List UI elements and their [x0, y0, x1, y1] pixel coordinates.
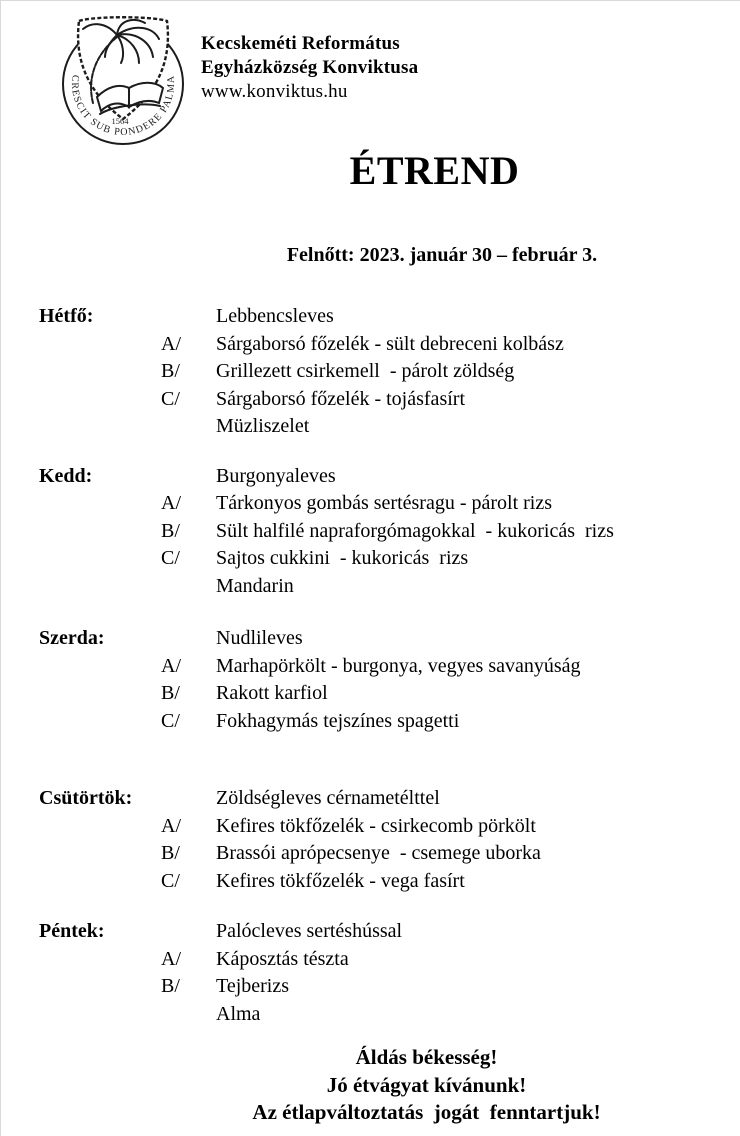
menu-row: [1, 918, 740, 946]
menu-row: [1, 840, 740, 868]
dish-name: Nudlileves: [216, 627, 303, 649]
dish-name: Kefires tökfőzelék - csirkecomb pörkölt: [216, 814, 536, 837]
day-label: [39, 973, 161, 1001]
logo-motto: CRESCIT SUB PONDERE PALMA: [68, 74, 178, 139]
day-label: Hétfő:: [39, 305, 94, 327]
day-label: [39, 708, 161, 736]
org-name-line2: Egyházközség Konviktusa: [201, 57, 419, 78]
day-label: [39, 1001, 161, 1029]
menu-section-monday: [1, 303, 740, 441]
menu-row: [1, 331, 740, 359]
day-label: [39, 868, 161, 896]
header-text-block: [201, 32, 418, 104]
menu-row: [1, 813, 740, 841]
menu-row: [1, 463, 740, 491]
course-letter: B/: [161, 975, 180, 997]
course-letter: [161, 918, 216, 946]
day-label: [39, 386, 161, 414]
day-label: [39, 573, 161, 601]
day-label: [39, 653, 161, 681]
dish-name: Palócleves sertéshússal: [216, 920, 403, 942]
footer-disclaimer: Az étlapváltoztatás jogát fenntartjuk!: [252, 1100, 601, 1124]
course-letter: B/: [161, 519, 180, 542]
menu-row: [1, 680, 740, 708]
course-letter: B/: [161, 842, 180, 864]
dish-name: Grillezett csirkemell - párolt zöldség: [216, 360, 515, 382]
course-letter: [161, 785, 216, 813]
menu-section-wednesday: [1, 625, 740, 735]
website-url: www.konviktus.hu: [201, 81, 348, 102]
course-letter: C/: [161, 547, 180, 569]
course-letter: C/: [161, 387, 180, 410]
course-letter: A/: [161, 947, 181, 970]
course-letter: A/: [161, 332, 181, 355]
footer-blessing: Áldás békesség!: [355, 1045, 498, 1069]
weekly-menu: [1, 303, 740, 1028]
dish-name: Sárgaborsó főzelék - tojásfasírt: [216, 387, 465, 410]
dish-name: Lebbencsleves: [216, 305, 334, 327]
course-letter: C/: [161, 869, 180, 892]
logo-year: 1564: [111, 116, 129, 126]
course-letter: [161, 625, 216, 653]
day-label: [39, 358, 161, 386]
course-letter: B/: [161, 682, 180, 704]
day-label: [39, 946, 161, 974]
menu-row: [1, 653, 740, 681]
course-letter: [161, 463, 216, 491]
menu-row: [1, 1001, 740, 1029]
menu-row: [1, 303, 740, 331]
menu-row: [1, 708, 740, 736]
dish-name: Burgonyaleves: [216, 464, 336, 487]
dish-name: Káposztás tészta: [216, 947, 349, 970]
day-label: [39, 545, 161, 573]
menu-row: [1, 545, 740, 573]
menu-row: [1, 785, 740, 813]
dish-name: Sült halfilé napraforgómagokkal - kukoricás rizs: [216, 519, 614, 542]
page-title: ÉTREND: [349, 148, 520, 193]
day-label: [39, 680, 161, 708]
menu-row: [1, 358, 740, 386]
menu-row: [1, 946, 740, 974]
course-letter: B/: [161, 360, 180, 382]
day-label: [39, 331, 161, 359]
day-label: Péntek:: [39, 920, 105, 942]
menu-row: [1, 625, 740, 653]
dish-name: Kefires tökfőzelék - vega fasírt: [216, 869, 465, 892]
menu-row: [1, 573, 740, 601]
org-name-line1: Kecskeméti Református: [201, 33, 400, 54]
dish-name: Müzliszelet: [216, 415, 310, 437]
day-label: Szerda:: [39, 627, 105, 649]
day-label: Kedd:: [39, 464, 93, 487]
course-letter: C/: [161, 709, 180, 732]
footer-block: [1, 1044, 740, 1127]
day-label: [39, 490, 161, 518]
menu-row: [1, 973, 740, 1001]
course-letter: A/: [161, 492, 181, 514]
menu-row: [1, 386, 740, 414]
day-label: [39, 840, 161, 868]
organization-logo: [53, 9, 187, 145]
dish-name: Brassói aprópecsenye - csemege uborka: [216, 842, 541, 864]
menu-section-tuesday: [1, 463, 740, 601]
dish-name: Sárgaborsó főzelék - sült debreceni kolbász: [216, 332, 564, 355]
menu-week-range: Felnőtt: 2023. január 30 – február 3.: [286, 244, 598, 266]
course-letter: [161, 1001, 216, 1029]
dish-name: Sajtos cukkini - kukoricás rizs: [216, 547, 469, 569]
dish-name: Tejberizs: [216, 975, 290, 997]
day-label: [39, 813, 161, 841]
menu-section-thursday: [1, 785, 740, 895]
course-letter: [161, 413, 216, 441]
menu-section-friday: [1, 918, 740, 1028]
course-letter: [161, 303, 216, 331]
day-label: [39, 413, 161, 441]
dish-name: Rakott karfiol: [216, 682, 328, 704]
dish-name: Fokhagymás tejszínes spagetti: [216, 709, 460, 732]
menu-row: [1, 518, 740, 546]
footer-appetite-wish: Jó étvágyat kívánunk!: [326, 1072, 527, 1097]
course-letter: A/: [161, 654, 181, 677]
course-letter: A/: [161, 814, 181, 837]
course-letter: [161, 573, 216, 601]
menu-row: [1, 490, 740, 518]
menu-row: [1, 413, 740, 441]
dish-name: Marhapörkölt - burgonya, vegyes savanyúság: [216, 654, 581, 677]
dish-name: Zöldségleves cérnametélttel: [216, 787, 440, 809]
menu-row: [1, 868, 740, 896]
day-label: Csütörtök:: [39, 787, 133, 809]
dish-name: Mandarin: [216, 574, 294, 597]
dish-name: Tárkonyos gombás sertésragu - párolt rizs: [216, 492, 553, 514]
dish-name: Alma: [216, 1002, 261, 1025]
day-label: [39, 518, 161, 546]
